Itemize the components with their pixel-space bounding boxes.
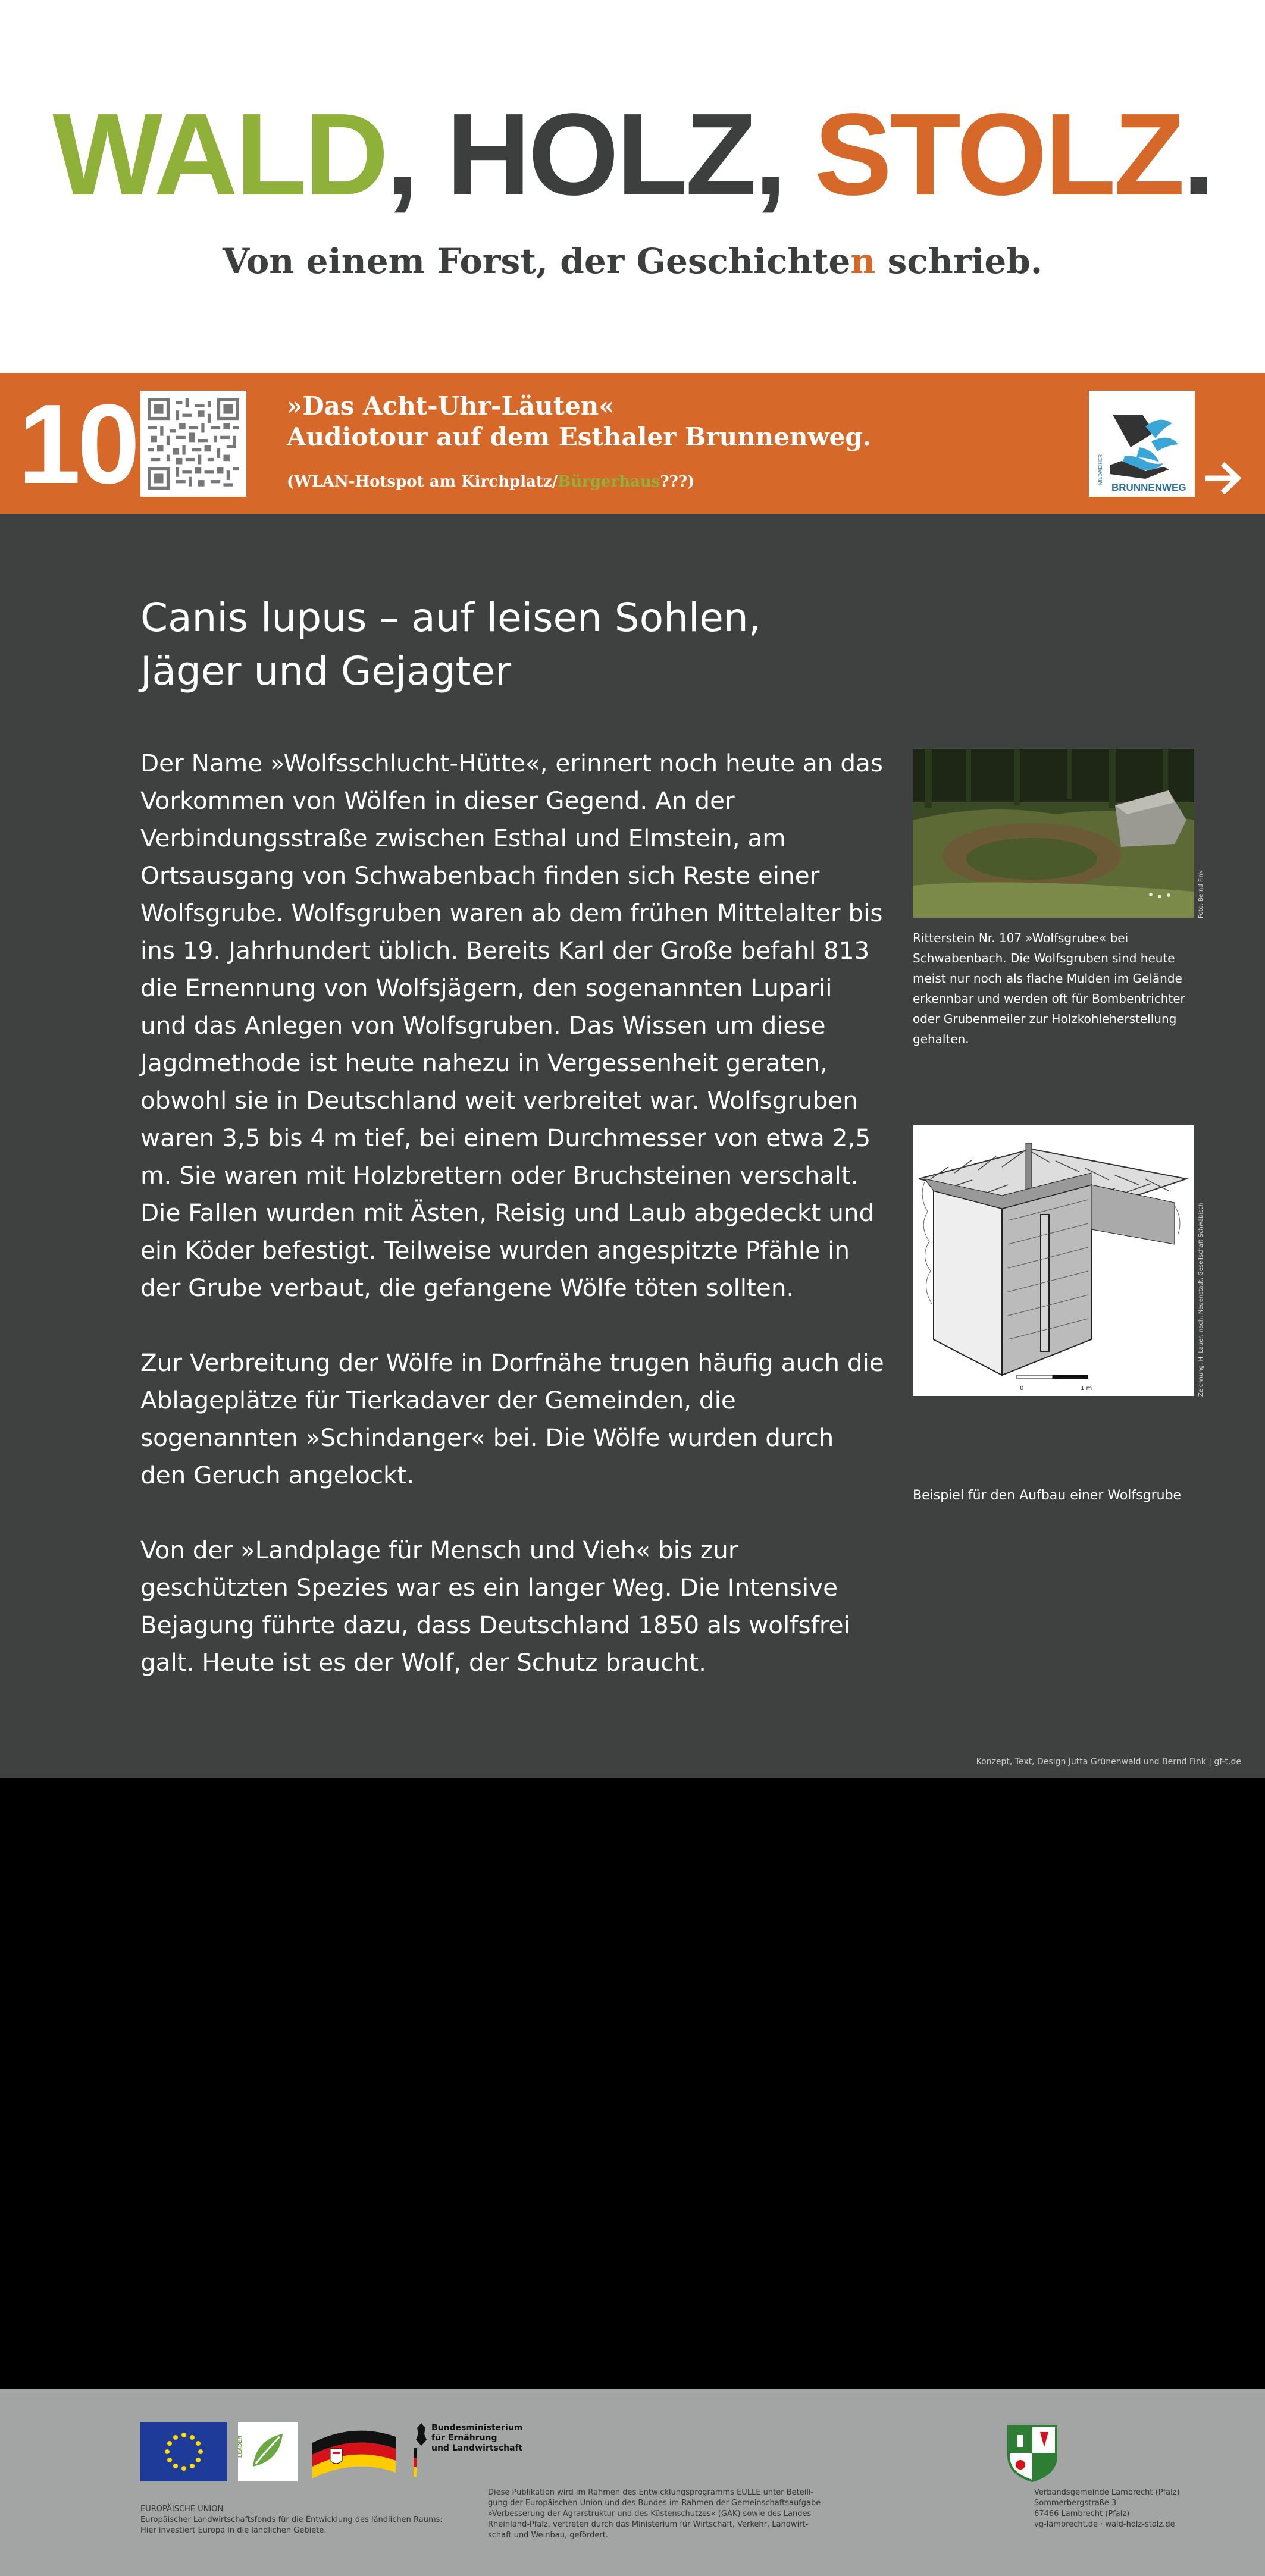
bmel-line: und Landwirtschaft: [431, 2443, 523, 2453]
publication-line: schaft und Weinbau, gefördert.: [488, 2531, 608, 2540]
wlan-hint: [287, 473, 694, 491]
rlp-flag-icon: [306, 2422, 402, 2481]
eagle-icon: [414, 2422, 429, 2481]
wolfsgrube-drawing-image: [913, 1125, 1194, 1396]
subtitle-part-b: schrieb.: [875, 241, 1043, 281]
subtitle-part-a: Von einem Forst, der Geschichte: [222, 241, 851, 281]
brunnenweg-logo: [1089, 391, 1195, 497]
arrow-right-icon: [1203, 457, 1245, 499]
drawing-credit: Zeichnung: H. Lauer, nach: Neuenstadt, Gesellschaft Schwäbisch: [1198, 1202, 1204, 1397]
leader-logo: [238, 2422, 298, 2481]
design-credit: Konzept, Text, Design Jutta Grünenwald und Bernd Fink | gf-t.de: [976, 1757, 1241, 1767]
scale-right-label: 1 m: [1081, 1385, 1092, 1392]
paragraph: Der Name »Wolfsschlucht-Hütte«, erinnert noch heute an das Vorkommen von Wölfen in dieser Gegend. An der Verbindungsstraße zwischen Esthal und Elmstein, am Ortsausgang von Schwabenbach finden sich Reste einer Wolfsgrube. Wolfsgruben waren ab dem frühen Mittelalter bis ins 19. Jahrhundert üblich. Bereits Karl der Große befahl 813 die Ernennung von Wolfsjägern, den sogenannten Luparii und das Anlegen von Wolfsgruben. Das Wissen um diese Jagdmethode ist heute nahezu in Vergessenheit geraten, obwohl sie in Deutschland weit verbreitet war. Wolfsgruben waren 3,5 bis 4 m tief, bei einem Durchmesser von etwa 2,5 m. Sie waren mit Holzbrettern oder Bruchsteinen verschalt. Die Fallen wurden mit Ästen, Reisig und Laub abgedeckt und ein Köder befestigt. Teilweise wurden angespitzte Pfähle in der Grube verbaut, die gefangene Wölfe töten sollten.: [140, 749, 883, 1302]
address-line: Verbandsgemeinde Lambrecht (Pfalz): [1034, 2488, 1180, 2497]
main-panel: [0, 514, 1265, 1778]
eu-text-line: EUROPÄISCHE UNION: [140, 2505, 224, 2514]
brunnenweg-logo-icon: [1089, 391, 1195, 497]
header: [0, 0, 1265, 373]
publication-line: »Verbesserung der Agrarstruktur und des Küstenschutzes« (GAK) sowie des Landes: [488, 2509, 812, 2518]
bmel-line: für Ernährung: [431, 2433, 497, 2443]
brunnenweg-label: BRUNNENWEG: [1111, 482, 1186, 493]
publication-line: Rheinland-Pfalz, vertreten durch das Ministerium für Wirtschaft, Verkehr, Landwirt-: [488, 2520, 809, 2529]
wlan-hint-highlight: Bürgerhaus: [558, 473, 660, 491]
photo-caption: Ritterstein Nr. 107 »Wolfsgrube« bei Schwabenbach. Die Wolfsgruben sind heute meist nur noch als flache Mulden im Gelände erkennbar und werden oft für Bombentrichter oder Grubenmeiler zur Holzkohleherstellung gehalten.: [913, 931, 1185, 1046]
article-heading: [140, 591, 761, 698]
eu-text-line: Hier investiert Europa in die ländlichen Gebiete.: [140, 2526, 327, 2535]
title-comma: ,: [386, 89, 447, 219]
paragraph: Zur Verbreitung der Wölfe in Dorfnähe trugen häufig auch die Ablageplätze für Tierkadaver der Gemeinden, die sogenannten »Schindanger« bei. Die Wölfe wurden durch den Geruch angelockt.: [140, 1348, 884, 1489]
eu-funding-text: [140, 2504, 474, 2536]
wolfsgrube-photo-image: [913, 749, 1194, 918]
bmel-text: [431, 2423, 522, 2453]
station-banner: [0, 373, 1265, 514]
photo-credit: Foto: Bernd Fink: [1198, 870, 1204, 918]
title-dot: .: [1182, 89, 1213, 219]
rlp-logo: [306, 2422, 402, 2481]
brunnenweg-side-label: MILDWEIHER: [1098, 454, 1103, 485]
audiotour-title: »Das Acht-Uhr-Läuten«: [287, 391, 615, 421]
article-body: [140, 745, 884, 1719]
paragraph: Von der »Landplage für Mensch und Vieh« bis zur geschützten Spezies war es ein langer Weg. Die Intensive Bejagung führte dazu, dass Deutschland 1850 als wolfsfrei galt. Heute ist es der Wolf, der Schutz braucht.: [140, 1536, 850, 1677]
heading-line: Canis lupus – auf leisen Sohlen,: [140, 595, 761, 641]
address-link[interactable]: vg-lambrecht.de · wald-holz-stolz.de: [1034, 2520, 1175, 2529]
scale-left-label: 0: [1020, 1385, 1024, 1392]
wlan-hint-b: ???): [660, 473, 695, 491]
eu-stars-icon: [140, 2422, 227, 2481]
qr-code-icon: [148, 398, 239, 490]
bmel-logo: [414, 2422, 544, 2481]
wolfsgrube-photo: [913, 749, 1194, 918]
address-line: 67466 Lambrecht (Pfalz): [1034, 2509, 1130, 2518]
drawing-caption: Beispiel für den Aufbau einer Wolfsgrube: [913, 1488, 1182, 1503]
leader-icon: [238, 2422, 298, 2481]
qr-code[interactable]: [140, 391, 246, 497]
title-stolz: STOLZ: [814, 89, 1183, 219]
eu-text-line: Europäischer Landwirtschaftsfonds für die Entwicklung des ländlichen Raums:: [140, 2515, 443, 2524]
title-comma: ,: [754, 89, 815, 219]
publication-line: gung der Europäischen Union und des Bundes im Rahmen der Gemeinschaftsaufgabe: [488, 2499, 821, 2508]
leader-label: LEADER: [237, 2435, 243, 2458]
crest-icon: [1006, 2423, 1059, 2483]
publication-line: Diese Publikation wird im Rahmen des Entwicklungsprogramms EULLE unter Beteili-: [488, 2488, 814, 2497]
wlan-hint-a: (WLAN-Hotspot am Kirchplatz/: [287, 473, 558, 491]
footer: [0, 2389, 1265, 2576]
audiotour-subtitle: Audiotour auf dem Esthaler Brunnenweg.: [287, 422, 872, 451]
page-subtitle: [0, 241, 1265, 281]
municipal-crest: [1006, 2423, 1059, 2483]
subtitle-highlight: n: [850, 241, 876, 281]
station-number: 10: [18, 381, 137, 507]
heading-line: Jäger und Gejagter: [140, 648, 512, 694]
publication-text: [488, 2487, 857, 2541]
address-line: Sommerbergstraße 3: [1034, 2499, 1117, 2508]
title-wald: WALD: [52, 89, 387, 219]
page-title: [0, 89, 1265, 219]
eu-flag-logo: [140, 2422, 227, 2481]
bmel-line: Bundesministerium: [431, 2423, 523, 2433]
wolfsgrube-drawing: [913, 1125, 1194, 1396]
title-holz: HOLZ: [446, 89, 754, 219]
municipality-address: [1034, 2487, 1248, 2530]
